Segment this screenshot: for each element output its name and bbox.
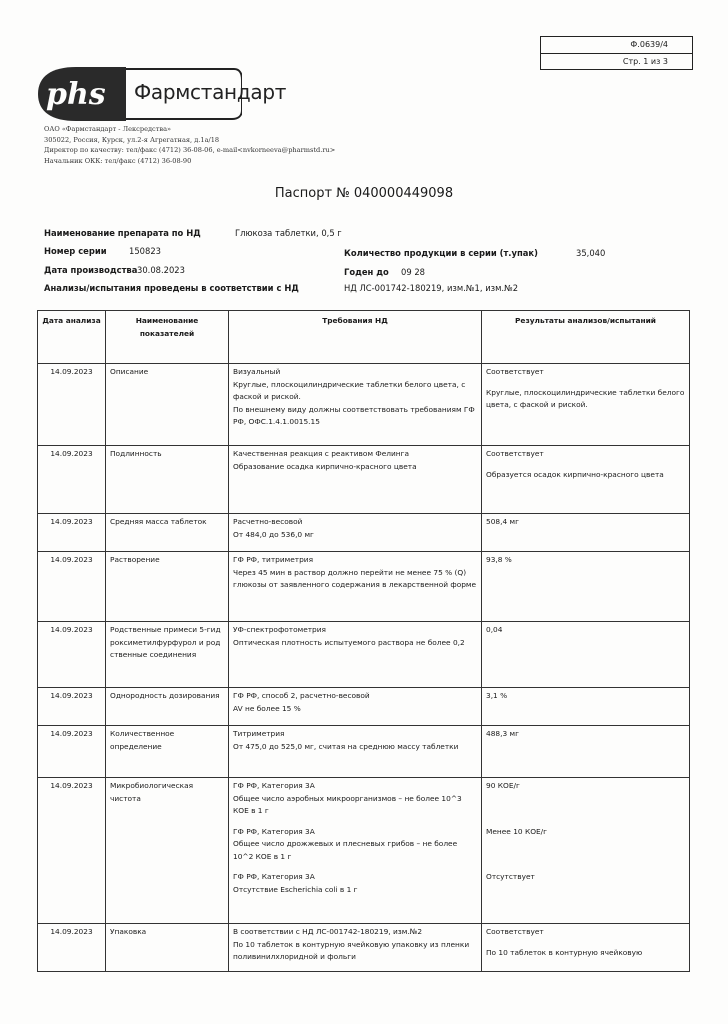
- col-name: Наименование показателей: [106, 311, 229, 364]
- req-line: От 475,0 до 525,0 мг, считая на среднюю массу таблетки: [233, 741, 459, 751]
- table-row: [38, 552, 690, 622]
- table-row: [38, 778, 690, 924]
- req-line: УФ-спектрофотометрия: [233, 625, 326, 634]
- table-row: [38, 924, 690, 972]
- form-code-box: [540, 36, 693, 70]
- req-line: ГФ РФ, титриметрия: [233, 555, 314, 564]
- company-line: Начальник ОКК: тел/факс (4712) 36-08-90: [44, 156, 192, 165]
- row-results: [482, 446, 690, 514]
- req-line: Качественная реакция с реактивом Фелинга: [233, 449, 410, 458]
- company-line: Директор по качеству: тел/факс (4712) 36-08-06, e-mail<nvkorneeva@pharmstd.ru>: [44, 146, 336, 154]
- prod-date-label: Дата производства: [44, 265, 138, 275]
- row-results: 488,3 мг: [482, 726, 690, 778]
- logo-mark: phs: [46, 77, 106, 112]
- row-date: 14.09.2023: [38, 778, 106, 924]
- row-name: Количественное определение: [106, 726, 229, 778]
- req-line: Общее число аэробных микроорганизмов – не более 10^3 КОЕ в 1 г: [233, 793, 462, 815]
- form-code: Ф.0639/4: [630, 40, 668, 49]
- table-row: [38, 726, 690, 778]
- row-requirements: [229, 514, 482, 552]
- req-line: Расчетно-весовой: [233, 517, 303, 526]
- drug-label: Наименование препарата по НД: [44, 228, 201, 238]
- results-table: [37, 310, 690, 972]
- row-name: Растворение: [106, 552, 229, 622]
- res-line: Круглые, плоскоцилиндрические таблетки белого цвета, с фаской и риской.: [486, 387, 685, 409]
- row-date: 14.09.2023: [38, 924, 106, 972]
- col-results: Результаты анализов/испытаний: [482, 311, 690, 364]
- series-label: Номер серии: [44, 246, 107, 256]
- expiry-value: 09 28: [401, 267, 425, 277]
- row-results: 508,4 мг: [482, 514, 690, 552]
- req-line: По внешнему виду должны соответствовать требованиям ГФ РФ, ОФС.1.4.1.0015.15: [233, 404, 475, 426]
- row-results: 93,8 %: [482, 552, 690, 622]
- tests-value: НД ЛС-001742-180219, изм.№1, изм.№2: [344, 283, 519, 293]
- row-date: 14.09.2023: [38, 552, 106, 622]
- company-line: 305022, Россия, Курск, ул.2-я Агрегатная, д.1а/18: [44, 135, 220, 144]
- req-line: ГФ РФ, способ 2, расчетно-весовой: [233, 691, 370, 700]
- logo-name: Фармстандарт: [134, 80, 287, 104]
- qty-label: Количество продукции в серии (т.упак): [344, 248, 538, 258]
- req-line: Титриметрия: [233, 729, 285, 738]
- res-line: Соответствует: [486, 927, 544, 936]
- table-header-row: [38, 311, 690, 364]
- req-line: В соответствии с НД ЛС-001742-180219, изм.№2: [233, 927, 423, 936]
- table-row: [38, 688, 690, 726]
- req-line: AV не более 15 %: [233, 703, 301, 713]
- res-line: Менее 10 КОЕ/г: [486, 826, 548, 836]
- company-info: [44, 124, 335, 166]
- res-line: Соответствует: [486, 367, 544, 376]
- row-name: Подлинность: [106, 446, 229, 514]
- row-name: Упаковка: [106, 924, 229, 972]
- expiry-label: Годен до: [344, 267, 389, 277]
- col-date: Дата анализа: [38, 311, 106, 364]
- company-line: ОАО «Фармстандарт - Лексредства»: [44, 125, 172, 133]
- table-row: [38, 446, 690, 514]
- res-line: Образуется осадок кирпично-красного цвета: [486, 469, 664, 479]
- res-line: Соответствует: [486, 449, 544, 458]
- row-results: [482, 924, 690, 972]
- req-line: Отсутствие Escherichia coli в 1 г: [233, 884, 358, 894]
- row-requirements: [229, 552, 482, 622]
- row-results: 0,04: [482, 622, 690, 688]
- row-requirements: [229, 688, 482, 726]
- req-line: ГФ РФ, Категория 3А: [233, 872, 315, 881]
- prod-date-value: 30.08.2023: [137, 265, 185, 275]
- series-value: 150823: [129, 246, 161, 256]
- company-logo: [36, 66, 287, 122]
- res-line: По 10 таблеток в контурную ячейковую: [486, 947, 643, 957]
- row-requirements: [229, 726, 482, 778]
- req-line: По 10 таблеток в контурную ячейковую упаковку из пленки поливинилхлоридной и фольги: [233, 939, 470, 961]
- tests-label: Анализы/испытания проведены в соответствии с НД: [44, 283, 299, 293]
- res-line: 90 КОЕ/г: [486, 781, 520, 790]
- row-name: Родственные примеси 5-гидроксиметилфурфурол и родственные соединения: [106, 622, 229, 688]
- row-date: 14.09.2023: [38, 514, 106, 552]
- req-line: Визуальный: [233, 367, 281, 376]
- row-date: 14.09.2023: [38, 726, 106, 778]
- req-line: Круглые, плоскоцилиндрические таблетки белого цвета, с фаской и риской.: [233, 379, 466, 401]
- row-results: [482, 364, 690, 446]
- row-date: 14.09.2023: [38, 446, 106, 514]
- table-row: [38, 514, 690, 552]
- row-date: 14.09.2023: [38, 364, 106, 446]
- qty-value: 35,040: [576, 248, 606, 258]
- req-line: Через 45 мин в раствор должно перейти не менее 75 % (Q) глюкозы от заявленного содержания в лекарственной форме: [233, 567, 477, 589]
- col-requirements: Требования НД: [229, 311, 482, 364]
- row-name: Однородность дозирования: [106, 688, 229, 726]
- row-name: Средняя масса таблеток: [106, 514, 229, 552]
- row-date: 14.09.2023: [38, 622, 106, 688]
- drug-value: Глюкоза таблетки, 0,5 г: [235, 228, 342, 238]
- row-requirements: [229, 364, 482, 446]
- req-line: ГФ РФ, Категория 3А: [233, 826, 315, 836]
- row-name: Микробиологическая чистота: [106, 778, 229, 924]
- table-row: [38, 622, 690, 688]
- req-line: Образование осадка кирпично-красного цвета: [233, 461, 417, 471]
- req-line: Оптическая плотность испытуемого раствора не более 0,2: [233, 637, 465, 647]
- row-name: Описание: [106, 364, 229, 446]
- row-results: 3,1 %: [482, 688, 690, 726]
- table-row: [38, 364, 690, 446]
- req-line: От 484,0 до 536,0 мг: [233, 529, 314, 539]
- row-requirements: [229, 778, 482, 924]
- req-line: Общее число дрожжевых и плесневых грибов – не более 10^2 КОЕ в 1 г: [233, 839, 458, 861]
- page-number: Стр. 1 из 3: [541, 53, 692, 69]
- row-date: 14.09.2023: [38, 688, 106, 726]
- row-results: [482, 778, 690, 924]
- row-requirements: [229, 446, 482, 514]
- res-line: Отсутствует: [486, 872, 535, 881]
- passport-title: Паспорт № 040000449098: [274, 186, 454, 201]
- req-line: ГФ РФ, Категория 3А: [233, 781, 315, 790]
- row-requirements: [229, 622, 482, 688]
- row-requirements: [229, 924, 482, 972]
